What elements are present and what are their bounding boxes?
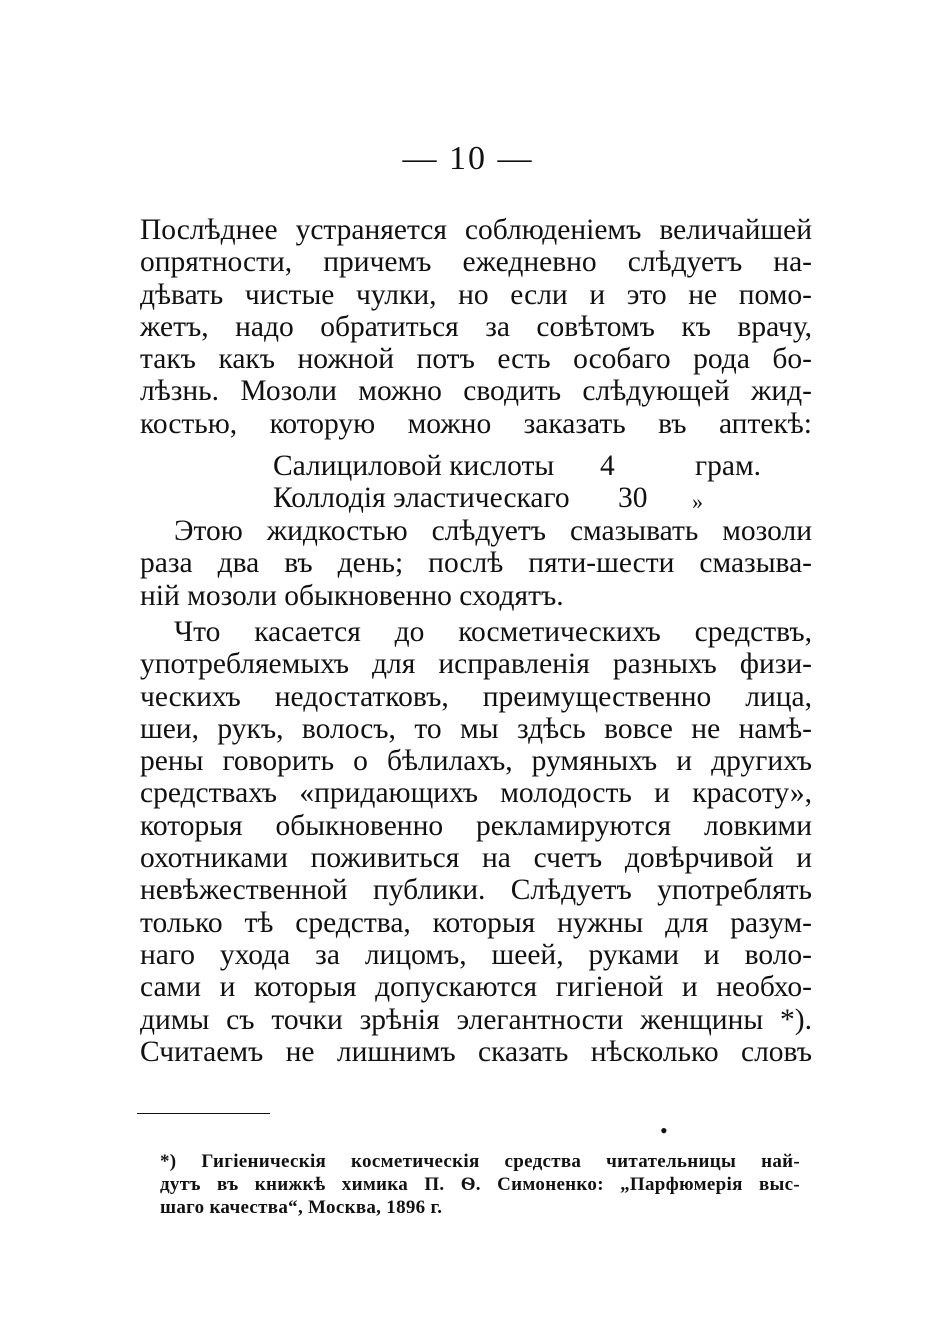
text-line: Послѣднее устраняется соблюденіемъ величайшей (140, 214, 812, 246)
text-line: только тѣ средства, которыя нужны для разум- (140, 906, 812, 939)
text-line: ческихъ недостатковъ, преимущественно лица, (140, 680, 812, 713)
footnote-line: *) Гигіеническія косметическія средства читательницы най- (160, 1151, 800, 1172)
text-line: шеи, рукъ, волосъ, то мы здѣсь вовсе не намѣ- (140, 712, 812, 745)
text-line: Этою жидкостью слѣдуетъ смазывать мозоли (174, 515, 812, 547)
text-line: наго ухода за лицомъ, шеей, руками и воло- (140, 938, 812, 971)
text-line: которыя обыкновенно рекламируются ловкими (140, 809, 812, 842)
recipe-list (140, 450, 812, 515)
recipe-ingredient: Коллодія эластическаго (273, 482, 570, 515)
page-number: — 10 — (402, 140, 534, 177)
recipe-item (140, 450, 812, 482)
text-line: Что касается до косметическихъ средствъ, (174, 616, 812, 648)
text-line: употребляемыхъ для исправленія разныхъ физи- (140, 648, 812, 681)
text-line: охотниками поживиться на счетъ довѣрчивой и (140, 842, 812, 875)
footnote-line: дутъ въ книжкѣ химика П. Ѳ. Симоненко: „Парфюмерія выс- (160, 1174, 800, 1195)
recipe-quantity: 30 (618, 482, 648, 515)
text-line: дѣвать чистые чулки, но если и это не помо- (140, 278, 812, 311)
text-line: раза два въ день; послѣ пяти-шести смазыва- (140, 547, 812, 580)
text-line: невѣжественной публики. Слѣдуетъ употреблять (140, 874, 812, 907)
text-line: Считаемъ не лишнимъ сказать нѣсколько словъ (140, 1035, 812, 1068)
ink-dot-mark: • (660, 1118, 668, 1143)
paragraph-1 (140, 214, 812, 440)
footnote-divider (137, 1113, 270, 1114)
footnote (160, 1150, 800, 1219)
text-line: такъ какъ ножной потъ есть особаго рода бо- (140, 343, 812, 376)
text-line: жетъ, надо обратиться за совѣтомъ къ врачу, (140, 310, 812, 343)
text-line: лѣзнь. Мозоли можно сводить слѣдующей жид- (140, 375, 812, 408)
paragraph-3 (140, 616, 812, 1068)
recipe-ingredient: Салициловой кислоты (273, 450, 555, 482)
recipe-item (140, 482, 812, 514)
text-line: рены говорить о бѣлилахъ, румяныхъ и другихъ (140, 745, 812, 778)
text-line: димы съ точки зрѣнія элегантности женщины *). (140, 1003, 812, 1036)
recipe-unit: » (692, 489, 703, 515)
text-line: опрятности, причемъ ежедневно слѣдуетъ на- (140, 246, 812, 279)
recipe-unit: грам. (695, 450, 761, 482)
text-line: костью, которую можно заказать въ аптекѣ: (140, 407, 812, 440)
text-line: ній мозоли обыкновенно сходятъ. (140, 579, 564, 612)
text-line: средствахъ «придающихъ молодость и красоту», (140, 777, 812, 810)
paragraph-2 (140, 515, 812, 612)
recipe-quantity: 4 (600, 450, 615, 482)
footnote-line: шаго качества“, Москва, 1896 г. (160, 1197, 443, 1218)
text-line: сами и которыя допускаются гигіеной и необхо- (140, 971, 812, 1004)
